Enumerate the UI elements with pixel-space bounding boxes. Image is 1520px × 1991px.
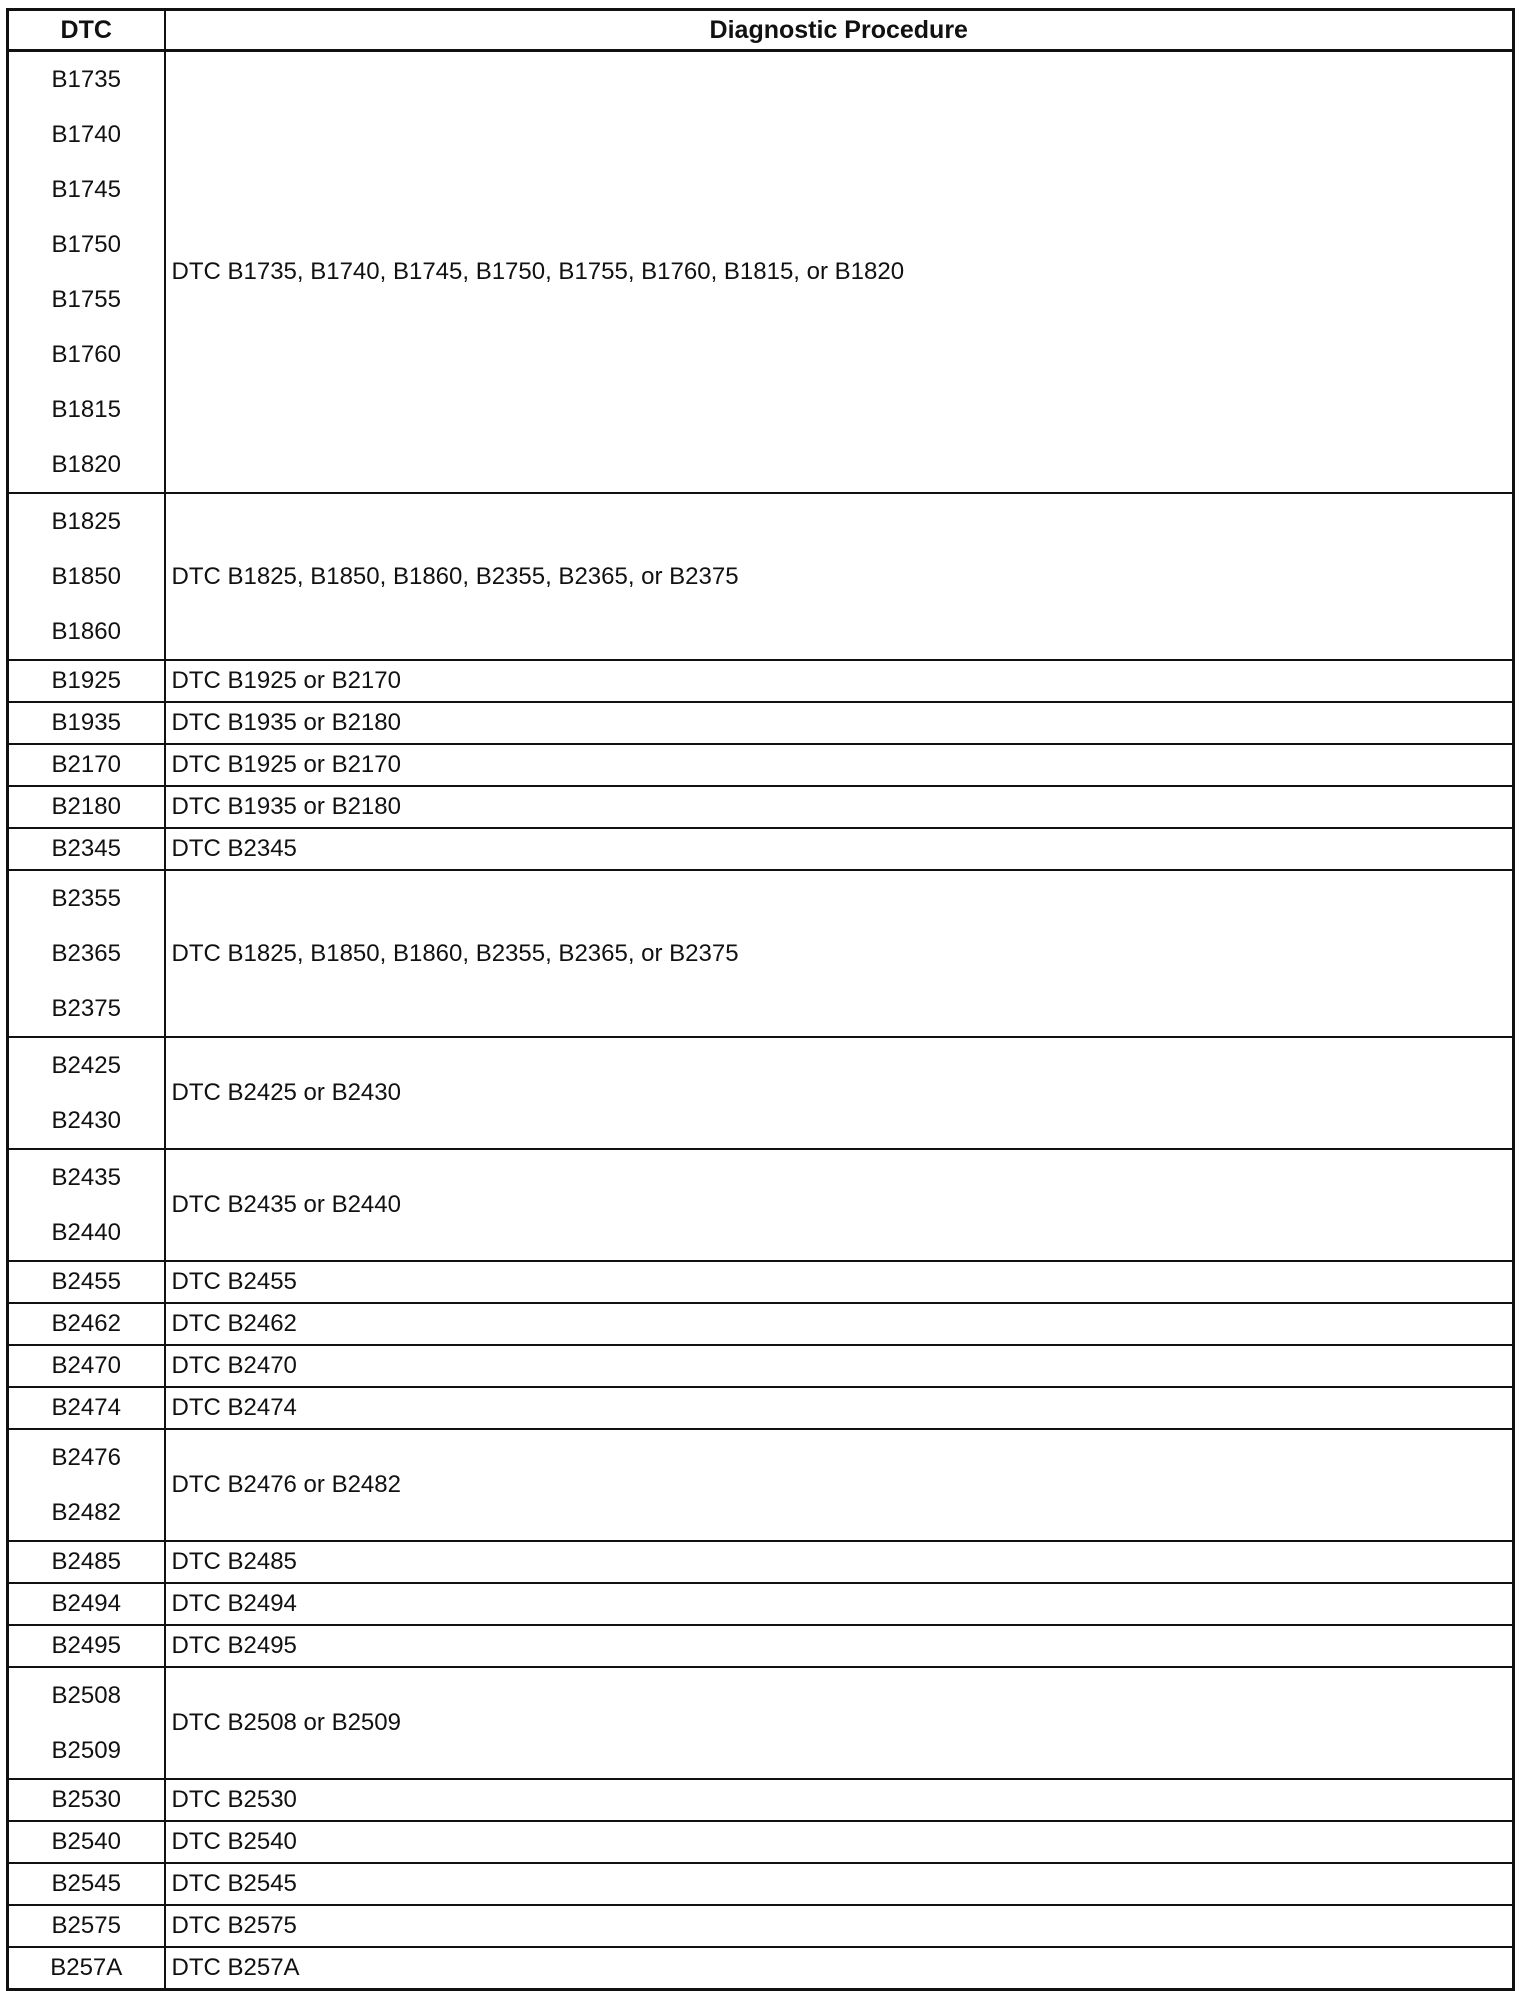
diagnostic-procedure-cell: DTC B2545 xyxy=(165,1863,1514,1905)
dtc-code: B1935 xyxy=(51,709,121,736)
dtc-code: B1750 xyxy=(51,231,121,258)
diagnostic-procedure-cell: DTC B257A xyxy=(165,1947,1514,1990)
table-row xyxy=(8,1387,1514,1429)
dtc-code: B1760 xyxy=(51,341,121,368)
dtc-code: B2509 xyxy=(51,1737,121,1764)
dtc-code: B2455 xyxy=(51,1268,121,1295)
table-row xyxy=(8,1905,1514,1947)
diagnostic-procedure-cell: DTC B2474 xyxy=(165,1387,1514,1429)
dtc-code-cell xyxy=(8,493,165,660)
procedure-column-header: Diagnostic Procedure xyxy=(165,10,1514,51)
dtc-code: B2425 xyxy=(51,1052,121,1079)
dtc-code: B2345 xyxy=(51,835,121,862)
diagnostic-procedure-cell: DTC B1825, B1850, B1860, B2355, B2365, or B2375 xyxy=(165,870,1514,1037)
dtc-code-cell xyxy=(8,1387,165,1429)
diagnostic-procedure-cell: DTC B2455 xyxy=(165,1261,1514,1303)
diagnostic-procedure-cell: DTC B1825, B1850, B1860, B2355, B2365, or B2375 xyxy=(165,493,1514,660)
table-row xyxy=(8,1625,1514,1667)
diagnostic-procedure-cell: DTC B2575 xyxy=(165,1905,1514,1947)
dtc-code-cell xyxy=(8,1625,165,1667)
dtc-code-cell xyxy=(8,1779,165,1821)
dtc-code: B2485 xyxy=(51,1548,121,1575)
table-row xyxy=(8,744,1514,786)
dtc-code: B1820 xyxy=(51,451,121,478)
dtc-code: B2440 xyxy=(51,1219,121,1246)
dtc-code-cell xyxy=(8,1149,165,1261)
table-row xyxy=(8,1149,1514,1261)
table-row xyxy=(8,1667,1514,1779)
dtc-code: B1735 xyxy=(51,66,121,93)
diagnostic-procedure-cell: DTC B2435 or B2440 xyxy=(165,1149,1514,1261)
dtc-code: B1745 xyxy=(51,176,121,203)
dtc-code: B1850 xyxy=(51,563,121,590)
dtc-code: B2495 xyxy=(51,1632,121,1659)
table-row xyxy=(8,1261,1514,1303)
dtc-code: B1755 xyxy=(51,286,121,313)
header-row xyxy=(8,10,1514,51)
diagnostic-procedure-cell: DTC B2540 xyxy=(165,1821,1514,1863)
dtc-code: B1925 xyxy=(51,667,121,694)
dtc-code: B1815 xyxy=(51,396,121,423)
table-row xyxy=(8,1037,1514,1149)
dtc-code-cell xyxy=(8,744,165,786)
diagnostic-procedure-cell: DTC B1925 or B2170 xyxy=(165,660,1514,702)
dtc-code: B2474 xyxy=(51,1394,121,1421)
diagnostic-procedure-cell: DTC B2462 xyxy=(165,1303,1514,1345)
dtc-code-cell xyxy=(8,828,165,870)
table-body xyxy=(8,51,1514,1990)
dtc-code: B2545 xyxy=(51,1870,121,1897)
diagnostic-procedure-cell: DTC B1935 or B2180 xyxy=(165,786,1514,828)
dtc-code: B2430 xyxy=(51,1107,121,1134)
dtc-code-cell xyxy=(8,51,165,494)
diagnostic-procedure-cell: DTC B2476 or B2482 xyxy=(165,1429,1514,1541)
dtc-code: B2355 xyxy=(51,885,121,912)
dtc-code-cell xyxy=(8,1429,165,1541)
dtc-code: B2170 xyxy=(51,751,121,778)
dtc-code: B1825 xyxy=(51,508,121,535)
dtc-code-cell xyxy=(8,1303,165,1345)
diagnostic-procedure-cell: DTC B1935 or B2180 xyxy=(165,702,1514,744)
table-row xyxy=(8,1947,1514,1990)
dtc-code: B2482 xyxy=(51,1499,121,1526)
dtc-code: B2365 xyxy=(51,940,121,967)
dtc-code: B2530 xyxy=(51,1786,121,1813)
dtc-code: B1740 xyxy=(51,121,121,148)
diagnostic-procedure-cell: DTC B2495 xyxy=(165,1625,1514,1667)
diagnostic-procedure-cell: DTC B2485 xyxy=(165,1541,1514,1583)
dtc-code: B1860 xyxy=(51,618,121,645)
diagnostic-procedure-cell: DTC B2470 xyxy=(165,1345,1514,1387)
dtc-code-cell xyxy=(8,870,165,1037)
dtc-code: B257A xyxy=(50,1954,123,1981)
table-row xyxy=(8,1779,1514,1821)
dtc-code-cell xyxy=(8,1821,165,1863)
dtc-code-cell xyxy=(8,1261,165,1303)
table-row xyxy=(8,1345,1514,1387)
dtc-code: B2375 xyxy=(51,995,121,1022)
diagnostic-procedure-cell: DTC B2494 xyxy=(165,1583,1514,1625)
dtc-code-cell xyxy=(8,660,165,702)
table-row xyxy=(8,786,1514,828)
dtc-code-cell xyxy=(8,702,165,744)
diagnostic-procedure-cell: DTC B2508 or B2509 xyxy=(165,1667,1514,1779)
diagnostic-procedure-cell: DTC B1925 or B2170 xyxy=(165,744,1514,786)
dtc-code: B2494 xyxy=(51,1590,121,1617)
dtc-code: B2540 xyxy=(51,1828,121,1855)
table-row xyxy=(8,660,1514,702)
diagnostic-procedure-cell: DTC B2425 or B2430 xyxy=(165,1037,1514,1149)
table-row xyxy=(8,828,1514,870)
dtc-code: B2470 xyxy=(51,1352,121,1379)
table-row xyxy=(8,1863,1514,1905)
dtc-code: B2575 xyxy=(51,1912,121,1939)
table-row xyxy=(8,1303,1514,1345)
dtc-code-cell xyxy=(8,1863,165,1905)
table-row xyxy=(8,702,1514,744)
dtc-code: B2462 xyxy=(51,1310,121,1337)
table-row xyxy=(8,1541,1514,1583)
dtc-table xyxy=(6,8,1515,1991)
diagnostic-procedure-cell: DTC B2530 xyxy=(165,1779,1514,1821)
table-row xyxy=(8,1583,1514,1625)
dtc-code-cell xyxy=(8,1947,165,1990)
dtc-code-cell xyxy=(8,1541,165,1583)
dtc-code: B2435 xyxy=(51,1164,121,1191)
dtc-column-header: DTC xyxy=(8,10,165,51)
dtc-code-cell xyxy=(8,1905,165,1947)
diagnostic-procedure-cell: DTC B1735, B1740, B1745, B1750, B1755, B1760, B1815, or B1820 xyxy=(165,51,1514,494)
table-row xyxy=(8,870,1514,1037)
table-row xyxy=(8,493,1514,660)
dtc-code-cell xyxy=(8,1345,165,1387)
dtc-code: B2180 xyxy=(51,793,121,820)
dtc-code: B2476 xyxy=(51,1444,121,1471)
table-row xyxy=(8,51,1514,494)
table-header xyxy=(8,10,1514,51)
dtc-code-cell xyxy=(8,786,165,828)
dtc-code-cell xyxy=(8,1667,165,1779)
table-row xyxy=(8,1821,1514,1863)
dtc-code-cell xyxy=(8,1037,165,1149)
dtc-code: B2508 xyxy=(51,1682,121,1709)
dtc-code-cell xyxy=(8,1583,165,1625)
table-row xyxy=(8,1429,1514,1541)
diagnostic-procedure-cell: DTC B2345 xyxy=(165,828,1514,870)
